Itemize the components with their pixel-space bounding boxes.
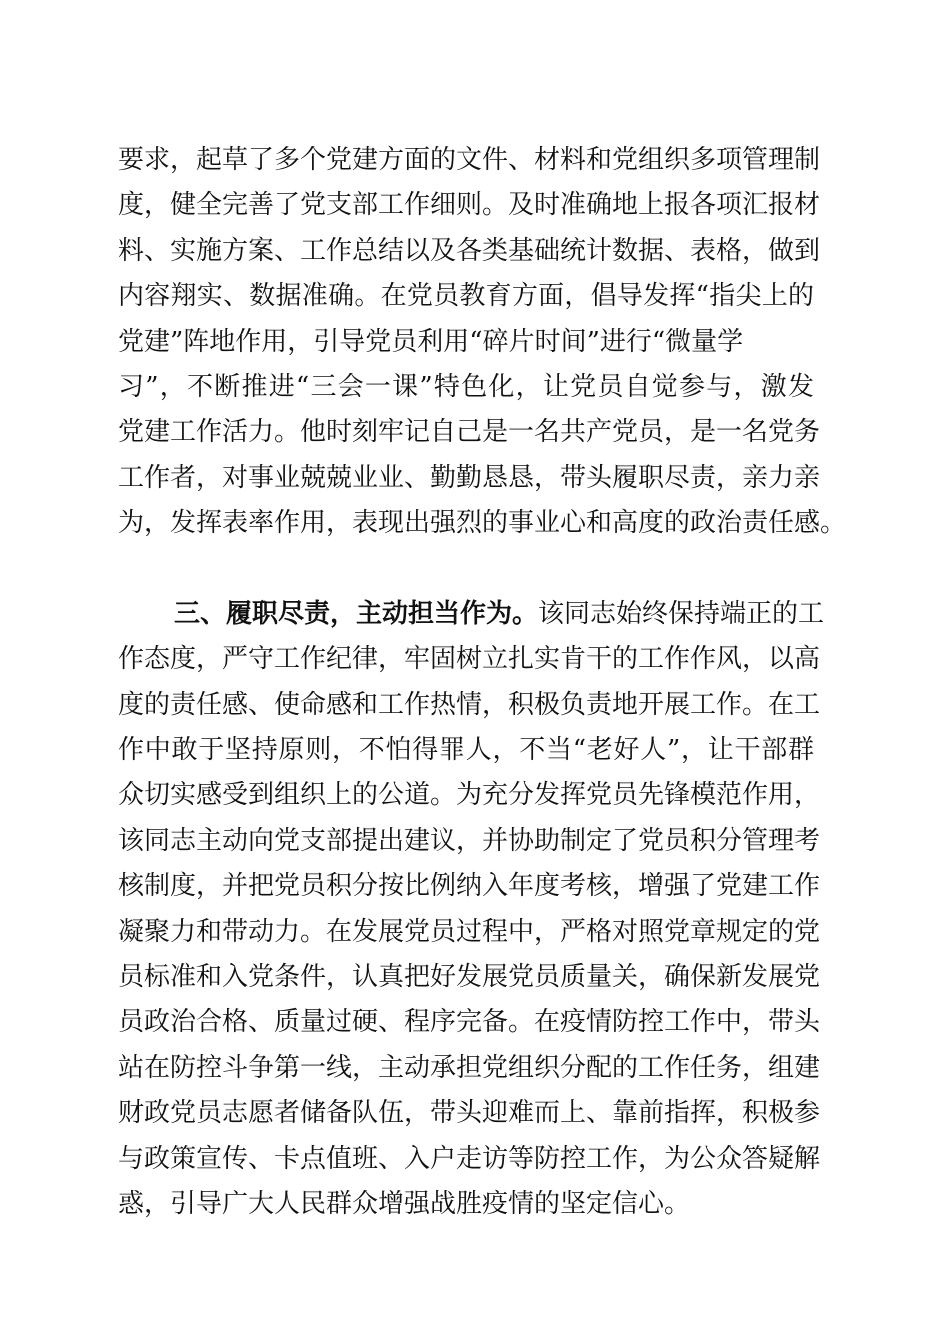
text-line: 度，健全完善了党支部工作细则。及时准确地上报各项汇报材	[118, 190, 821, 221]
text-line: 员政治合格、质量过硬、程序完备。在疫情防控工作中，带头	[118, 1007, 821, 1038]
paragraph-duty	[118, 592, 825, 1227]
text-line: 众切实感受到组织上的公道。为充分发挥党员先锋模范作用，	[118, 780, 821, 811]
text-line: 核制度，并把党员积分按比例纳入年度考核，增强了党建工作	[118, 871, 821, 902]
text-line: 员标准和入党条件，认真把好发展党员质量关，确保新发展党	[118, 962, 821, 993]
text-line: 党建”阵地作用，引导党员利用“碎片时间”进行“微量学	[118, 326, 744, 357]
text-line	[118, 592, 825, 637]
text-line: 习”，不断推进“三会一课”特色化，让党员自觉参与，激发	[118, 371, 814, 402]
text-line: 工作者，对事业兢兢业业、勤勤恳恳，带头履职尽责，亲力亲	[118, 462, 821, 493]
text-line: 度的责任感、使命感和工作热情，积极负责地开展工作。在工	[118, 689, 821, 720]
text-line: 该同志主动向党支部提出建议，并协助制定了党员积分管理考	[118, 825, 821, 856]
paragraph-party-building	[118, 138, 847, 547]
text-line: 作态度，严守工作纪律，牢固树立扎实肯干的工作作风，以高	[118, 644, 821, 675]
text-line: 财政党员志愿者储备队伍，带头迎难而上、靠前指挥，积极参	[118, 1098, 821, 1129]
text-run: 该同志始终保持端正的工	[538, 598, 825, 629]
document-page	[118, 138, 847, 1227]
text-line: 与政策宣传、卡点值班、入户走访等防控工作，为公众答疑解	[118, 1143, 821, 1174]
section-heading: 三、履职尽责，主动担当作为。	[174, 598, 539, 629]
text-line: 党建工作活力。他时刻牢记自己是一名共产党员，是一名党务	[118, 417, 821, 448]
text-line: 内容翔实、数据准确。在党员教育方面，倡导发挥“指尖上的	[118, 281, 814, 312]
text-line: 惑，引导广大人民群众增强战胜疫情的坚定信心。	[118, 1188, 691, 1219]
text-line: 作中敢于坚持原则，不怕得罪人，不当“老好人”，让干部群	[118, 735, 814, 766]
text-line: 料、实施方案、工作总结以及各类基础统计数据、表格，做到	[118, 235, 821, 266]
text-line: 凝聚力和带动力。在发展党员过程中，严格对照党章规定的党	[118, 916, 821, 947]
text-line: 为，发挥表率作用，表现出强烈的事业心和高度的政治责任感。	[118, 508, 847, 539]
text-line: 要求，起草了多个党建方面的文件、材料和党组织多项管理制	[118, 145, 821, 175]
paragraph-gap	[118, 547, 814, 592]
text-line: 站在防控斗争第一线，主动承担党组织分配的工作任务，组建	[118, 1052, 821, 1083]
